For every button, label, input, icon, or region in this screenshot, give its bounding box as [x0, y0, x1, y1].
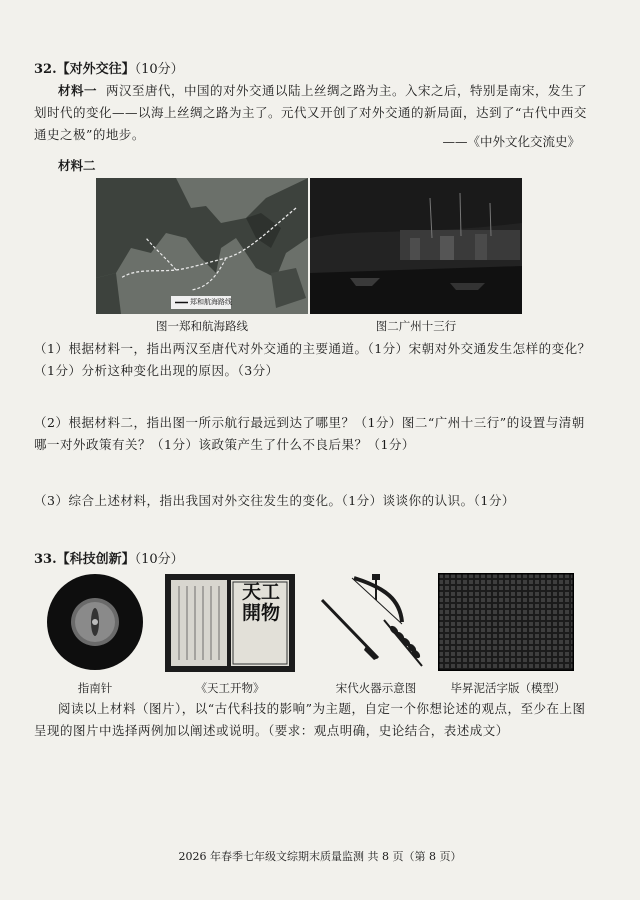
- material1-text: 两汉至唐代，中国的对外交通以陆上丝绸之路为主。入宋之后，特别是南宋，发生了划时代的变化——以海上丝绸之路为主了。元代又开创了对外交通的新局面，达到了“古代中西交通史之极”的地步。: [34, 83, 587, 142]
- painting-illustration: [310, 178, 522, 314]
- fig1-caption: 图一郑和航海路线: [156, 319, 248, 333]
- map-illustration: [96, 178, 308, 314]
- book-title-text: 天工開物: [241, 581, 280, 624]
- guangzhou-thirteen-hongs-painting: [310, 178, 522, 314]
- material2-label: 材料二: [58, 158, 96, 173]
- q32-points: （10分）: [134, 62, 184, 77]
- q33-number: 33.: [34, 552, 57, 567]
- movable-type-image: [438, 573, 574, 671]
- q33-header: [34, 548, 184, 567]
- tiangong-kaiwu-caption: 《天工开物》: [195, 681, 265, 695]
- compass-caption: 指南针: [77, 681, 113, 695]
- movable-type-illustration: [438, 573, 574, 671]
- q32-tag: 【对外交往】: [56, 62, 135, 77]
- compass-image: [38, 572, 152, 672]
- q33-instruction: 阅读以上材料（图片），以“古代科技的影响”为主题，自定一个你想论述的观点，至少在上图呈现的图片中选择两例加以阐述或说明。（要求：观点明确，史论结合，表述成文）: [34, 701, 586, 738]
- movable-type-caption: 毕昇泥活字版（模型）: [450, 681, 566, 695]
- tiangong-kaiwu-image: [165, 574, 295, 672]
- material1-source: ——《中外文化交流史》: [442, 134, 580, 149]
- compass-illustration: [38, 572, 152, 672]
- fig2-caption: 图二广州十三行: [375, 319, 457, 333]
- q32-sub3: （3）综合上述材料，指出我国对外交往发生的变化。（1分）谈谈你的认识。（1分）: [34, 493, 515, 508]
- q32-number: 32.: [34, 62, 57, 77]
- material1-label: 材料一: [58, 83, 98, 98]
- song-firearms-image: [316, 570, 426, 674]
- q33-points: （10分）: [134, 552, 184, 567]
- firearms-caption: 宋代火器示意图: [335, 681, 417, 695]
- q33-tag: 【科技创新】: [56, 552, 135, 567]
- q32-sub1: （1）根据材料一，指出两汉至唐代对外交通的主要通道。（1分）宋朝对外交通发生怎样的变化？（1分）分析这种变化出现的原因。（3分）: [34, 341, 591, 378]
- q32-header: [34, 58, 184, 77]
- page-footer: 2026 年春季七年级文综期末质量监测 共 8 页（第 8 页）: [178, 850, 462, 863]
- map-legend: 郑和航海路线: [190, 298, 232, 306]
- q32-sub2: （2）根据材料二，指出图一所示航行最远到达了哪里？（1分）图二“广州十三行”的设置与清朝哪一对外政策有关？（1分）该政策产生了什么不良后果？（1分）: [34, 415, 585, 452]
- zheng-he-map: [96, 178, 308, 314]
- firearms-illustration: [316, 570, 426, 674]
